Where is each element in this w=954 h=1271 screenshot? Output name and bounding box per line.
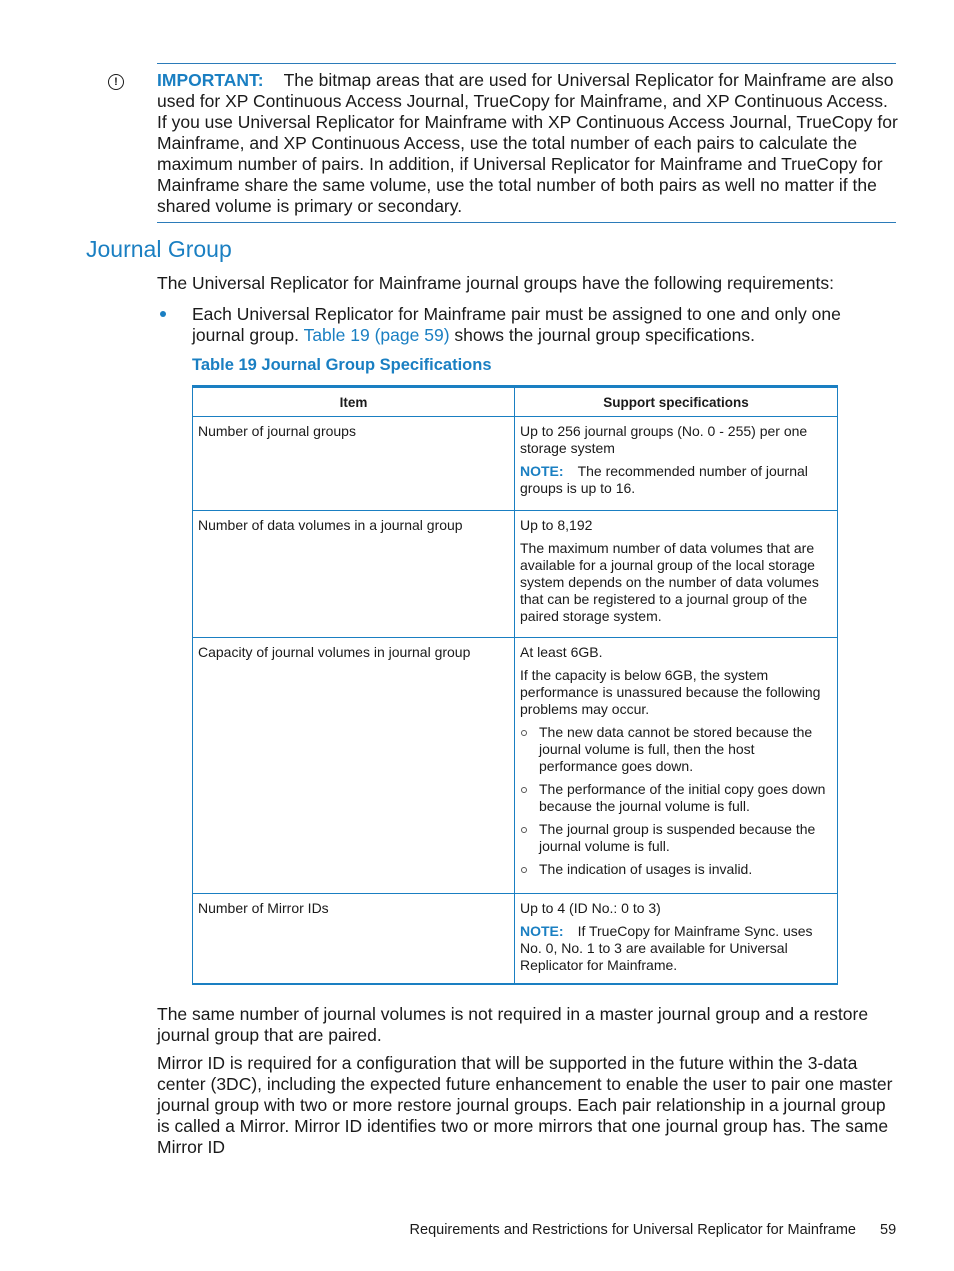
bullet-item xyxy=(192,304,897,346)
important-label: IMPORTANT: xyxy=(157,70,264,90)
footer-page-number: 59 xyxy=(880,1222,897,1238)
header-item: Item xyxy=(193,387,515,417)
header-support-specifications: Support specifications xyxy=(515,387,838,417)
table-caption: Table 19 Journal Group Specifications xyxy=(192,356,492,374)
row-spec xyxy=(515,638,838,894)
row-item: Number of Mirror IDs xyxy=(193,894,515,984)
problem-list xyxy=(520,724,832,878)
row-spec xyxy=(515,511,838,638)
row-spec xyxy=(515,417,838,511)
important-top-rule xyxy=(157,63,896,64)
note-label: NOTE: xyxy=(520,463,564,479)
list-item xyxy=(520,781,832,815)
note-label: NOTE: xyxy=(520,923,564,939)
note xyxy=(520,923,832,974)
spec-detail: If the capacity is below 6GB, the system performance is unassured because the following problems may occur. xyxy=(520,667,821,717)
list-item xyxy=(520,861,832,878)
important-icon: ! xyxy=(108,74,124,90)
bullet-text-before: Each Universal Replicator for Mainframe pair must be assigned to one and only one journal group. xyxy=(192,304,841,345)
list-item xyxy=(520,724,832,775)
list-item-text: The indication of usages is invalid. xyxy=(539,861,753,877)
circle-bullet-icon xyxy=(521,827,527,833)
spec-text: Up to 8,192 xyxy=(520,517,593,533)
list-item-text: The new data cannot be stored because the journal volume is full, then the host performance goes down. xyxy=(539,724,813,774)
list-item-text: The performance of the initial copy goes down because the journal volume is full. xyxy=(539,781,826,814)
list-item-text: The journal group is suspended because the journal volume is full. xyxy=(539,821,816,854)
list-item xyxy=(520,821,832,855)
spec-detail: The maximum number of data volumes that are available for a journal group of the local storage system depends on the number of data volumes that can be registered to a journal group of the paired storage system. xyxy=(520,540,819,624)
spec-text: Up to 256 journal groups (No. 0 - 255) per one storage system xyxy=(520,423,808,456)
row-spec xyxy=(515,894,838,984)
spec-text: At least 6GB. xyxy=(520,644,603,660)
bullet-icon xyxy=(160,311,166,317)
row-item: Number of journal groups xyxy=(193,417,515,511)
circle-bullet-icon xyxy=(521,787,527,793)
paragraph-mirror-id: Mirror ID is required for a configuration that will be supported in the future within the 3-data center (3DC), including the expected future enhancement to enable the user to pair one master journal group with two or more restore journal groups. Each pair relationship in a journal group is called a Mirror. Mirror ID identifies two or more mirrors that one journal group has. The same Mirror ID xyxy=(157,1053,893,1157)
section-intro: The Universal Replicator for Mainframe journal groups have the following requirements: xyxy=(157,273,834,293)
table-row xyxy=(193,638,838,894)
paragraph-journal-volumes: The same number of journal volumes is not required in a master journal group and a restore journal group that are paired. xyxy=(157,1004,869,1045)
section-title: Journal Group xyxy=(86,236,232,262)
table-link[interactable]: Table 19 (page 59) xyxy=(303,325,450,345)
footer-chapter: Requirements and Restrictions for Universal Replicator for Mainframe xyxy=(409,1222,856,1238)
circle-bullet-icon xyxy=(521,867,527,873)
table-row xyxy=(193,417,838,511)
table-row xyxy=(193,894,838,984)
note-text: The recommended number of journal groups is up to 16. xyxy=(520,463,808,496)
important-bottom-rule xyxy=(157,222,896,223)
spec-text: Up to 4 (ID No.: 0 to 3) xyxy=(520,900,661,916)
table-header-row xyxy=(193,387,838,417)
journal-group-spec-table xyxy=(192,385,838,985)
note-text: If TrueCopy for Mainframe Sync. uses No. 0, No. 1 to 3 are available for Universal Replicator for Mainframe. xyxy=(520,923,813,973)
row-item: Number of data volumes in a journal group xyxy=(193,511,515,638)
important-note xyxy=(157,70,899,217)
circle-bullet-icon xyxy=(521,730,527,736)
row-item: Capacity of journal volumes in journal group xyxy=(193,638,515,894)
bullet-text-after: shows the journal group specifications. xyxy=(454,325,755,345)
table-row xyxy=(193,511,838,638)
important-text: The bitmap areas that are used for Universal Replicator for Mainframe are also used for XP Continuous Access Journal, TrueCopy for Mainframe, and XP Continuous Access. If you use Universal Replicator for Mainframe with XP Continuous Access Journal, TrueCopy for Mainframe, and XP Continuous Access, use the total number of each pairs to calculate the maximum number of pairs. In addition, if Universal Replicator for Mainframe and TrueCopy for Mainframe share the same volume, use the total number of both pairs as well no matter if the shared volume is primary or secondary. xyxy=(157,70,898,216)
note xyxy=(520,463,832,497)
